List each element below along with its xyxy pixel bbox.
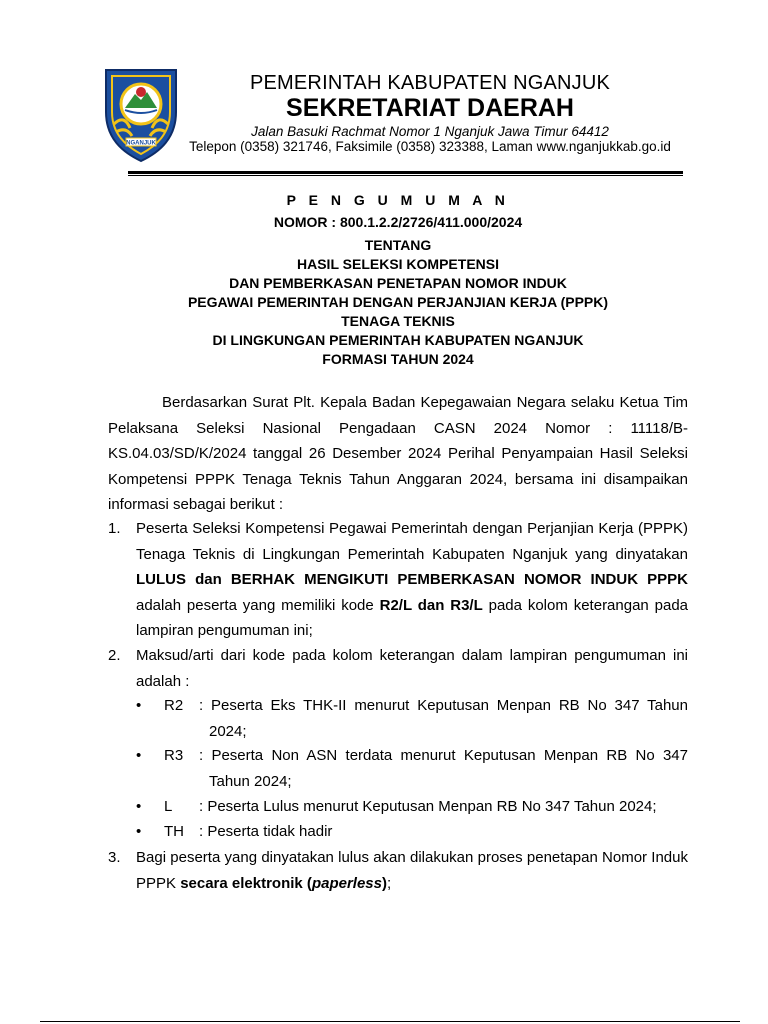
code-label: TH: [164, 823, 184, 840]
subject-line: DI LINGKUNGAN PEMERINTAH KABUPATEN NGANJUK: [212, 332, 584, 348]
letterhead-contact: Telepon (0358) 321746, Faksimile (0358) 323388, Laman www.nganjukkab.go.id: [189, 139, 671, 154]
code-label: L: [164, 798, 173, 815]
list-item-1: [108, 516, 688, 644]
bullet: •: [136, 697, 142, 714]
letterhead-address: Jalan Basuki Rachmat Nomor 1 Nganjuk Jawa Timur 64412: [251, 124, 609, 139]
announcement-number: NOMOR : 800.1.2.2/2726/411.000/2024: [273, 214, 523, 230]
code-label: R2: [164, 697, 184, 714]
letterhead-government: PEMERINTAH KABUPATEN NGANJUK: [249, 72, 611, 94]
bullet: •: [136, 798, 142, 815]
intro-paragraph: Berdasarkan Surat Plt. Kepala Badan Kepegawaian Negara selaku Ketua Tim Pelaksana Seleksi Nasional Pengadaan CASN 2024 Nomor : 11118/B-KS.04.03/SD/K/2024 tanggal 26 Desember 2024 Perihal Penyampaian Hasil Seleksi Kompetensi PPPK Tenaga Teknis Tahun Anggaran 2024, bersama ini disampaikan informasi sebagai berikut :: [108, 394, 688, 513]
bullet: •: [136, 747, 142, 764]
code-description: : Peserta Non ASN terdata menurut Keputusan Menpan RB No 347 Tahun 2024;: [199, 747, 688, 790]
subject-line: FORMASI TAHUN 2024: [322, 351, 474, 367]
bullet: •: [136, 823, 142, 840]
code-description: : Peserta tidak hadir: [199, 823, 333, 840]
svg-text:NGANJUK: NGANJUK: [126, 140, 156, 147]
subject-line: DAN PEMBERKASAN PENETAPAN NOMOR INDUK: [229, 275, 567, 291]
subject-line: PEGAWAI PEMERINTAH DENGAN PERJANJIAN KERJA (PPPK): [187, 294, 609, 310]
code-row-r3: [108, 743, 688, 794]
letterhead-rule-thick: [128, 171, 683, 174]
list-item-2: [108, 643, 688, 694]
list-item-text: Bagi peserta yang dinyatakan lulus akan dilakukan proses penetapan Nomor Induk PPPK secara elektronik (paperless);: [136, 849, 688, 892]
page-bottom-line: [40, 1021, 740, 1022]
subject-line: TENTANG: [364, 237, 432, 253]
list-number: 1.: [108, 520, 121, 537]
list-item-text: Maksud/arti dari kode pada kolom keterangan dalam lampiran pengumuman ini adalah :: [136, 647, 688, 690]
list-item-3: [108, 845, 688, 896]
announcement-title: P E N G U M U M A N: [286, 192, 510, 208]
code-row-th: [108, 819, 688, 845]
list-item-text: Peserta Seleksi Kompetensi Pegawai Pemerintah dengan Perjanjian Kerja (PPPK) Tenaga Teknis di Lingkungan Pemerintah Kabupaten Nganjuk yang dinyatakan LULUS dan BERHAK MENGIKUTI PEMBERKASAN NOMOR INDUK PPPK adalah peserta yang memiliki kode R2/L dan R3/L pada kolom keterangan pada lampiran pengumuman ini;: [136, 520, 689, 639]
list-number: 3.: [108, 849, 121, 866]
code-description: : Peserta Lulus menurut Keputusan Menpan RB No 347 Tahun 2024;: [199, 798, 657, 815]
nganjuk-regency-emblem: [100, 66, 182, 164]
subject-line: HASIL SELEKSI KOMPETENSI: [297, 256, 499, 272]
code-description: : Peserta Eks THK-II menurut Keputusan Menpan RB No 347 Tahun 2024;: [199, 697, 688, 740]
subject-line: TENAGA TEKNIS: [341, 313, 455, 329]
code-row-r2: [108, 693, 688, 744]
code-row-l: [108, 794, 688, 820]
announcement-subject: [108, 236, 688, 369]
letterhead-rule-thin: [128, 175, 683, 176]
code-label: R3: [164, 747, 184, 764]
list-number: 2.: [108, 647, 121, 664]
letterhead-office: SEKRETARIAT DAERAH: [286, 94, 574, 122]
